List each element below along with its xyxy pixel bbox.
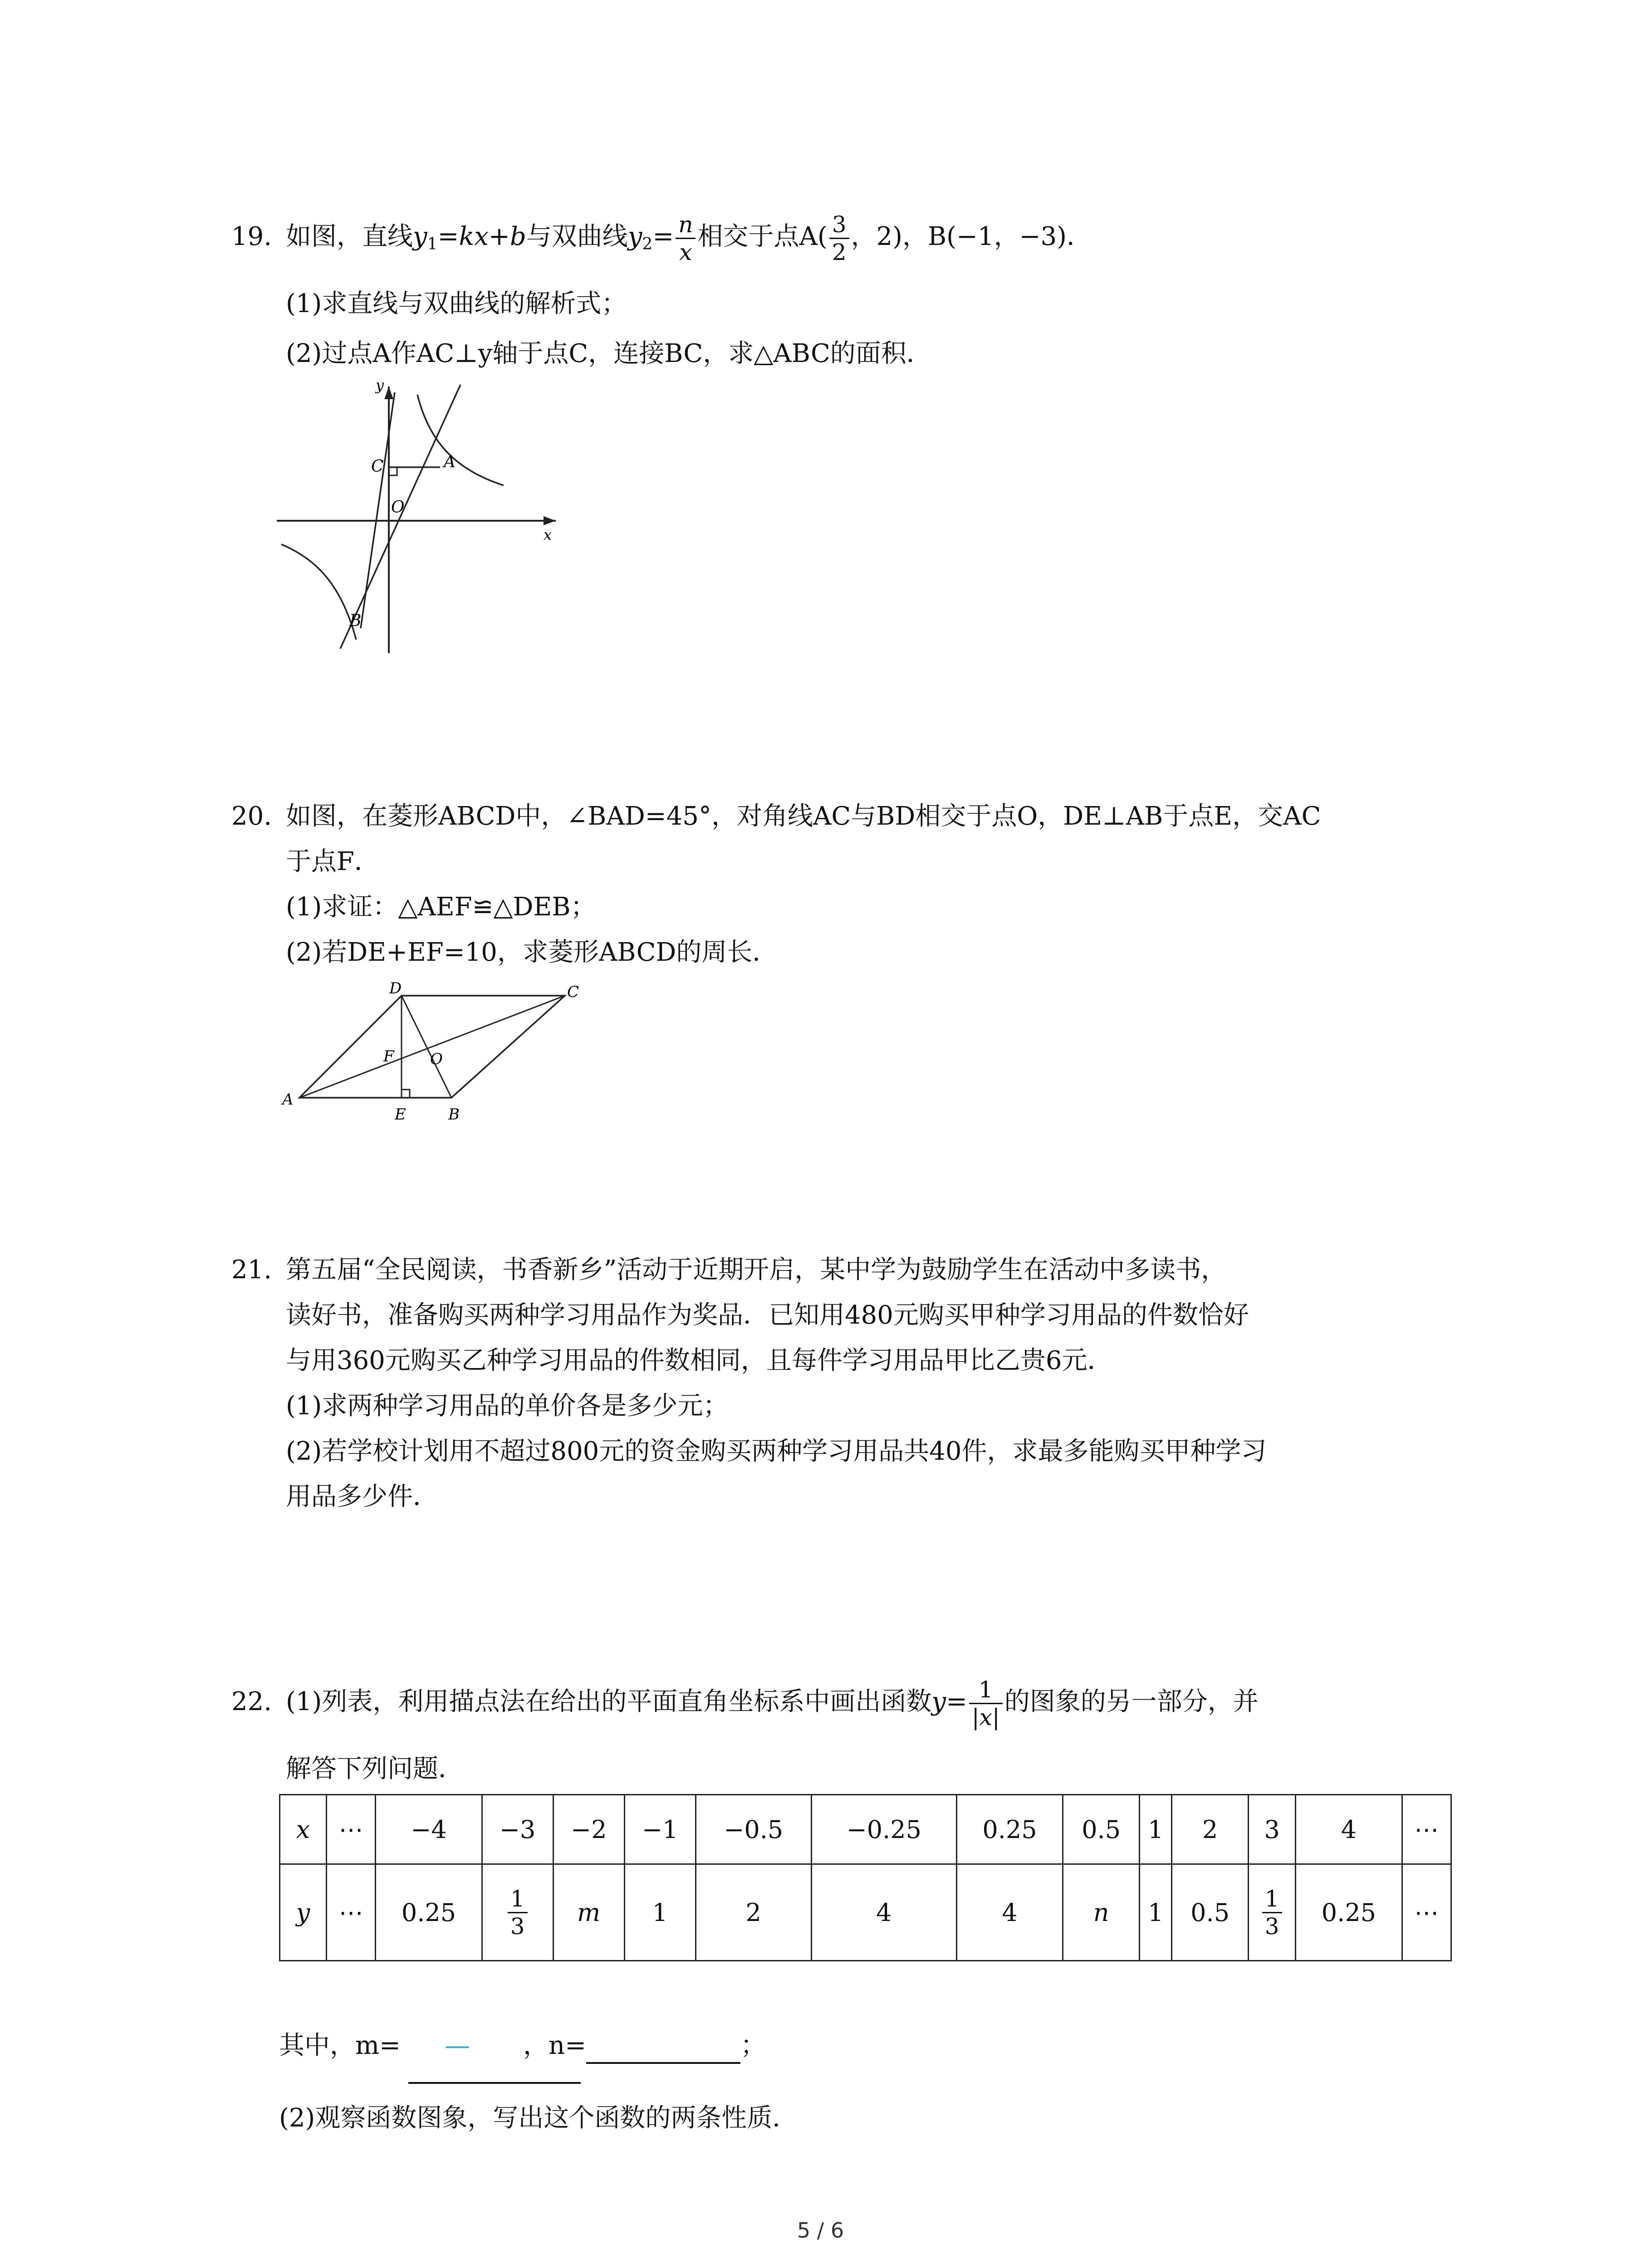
table-cell: 3 [1249, 1795, 1296, 1864]
q19-y2-sub: 2 [642, 235, 653, 254]
q22-func-num: 1 [969, 1678, 1003, 1704]
q20-line2: 于点F． [286, 847, 380, 876]
q19-stem [231, 213, 1092, 264]
q21-line2: 读好书，准备购买两种学习用品作为奖品．已知用480元购买甲种学习用品的件数恰好 [286, 1300, 1249, 1330]
q19-y2: y [627, 222, 642, 251]
table-cell: 4 [956, 1864, 1063, 1961]
q21-line1 [231, 1252, 1226, 1288]
q19-eq1: =kx+b [437, 222, 526, 251]
q19-y-arrow [384, 386, 393, 399]
q19-label-b: B [349, 611, 362, 630]
table-cell: m [553, 1864, 624, 1961]
q19-part2: (2)过点A作AC⊥y轴于点C，连接BC，求△ABC的面积． [286, 339, 932, 368]
table-cell: 0.25 [1296, 1864, 1402, 1961]
q20-label-a: A [282, 1090, 294, 1109]
table-cell: 0.25 [376, 1864, 482, 1961]
q19-y1: y [413, 222, 427, 251]
table-cell: −3 [482, 1795, 553, 1864]
table-cell: ⋯ [327, 1864, 376, 1961]
q19-stem-a: 如图，直线 [286, 222, 413, 251]
q19-label-c: C [371, 457, 384, 476]
cell-fraction: $\frac{1}{3}$ [1262, 1887, 1282, 1938]
table-cell: 1 [624, 1864, 696, 1961]
q22-fill-c: ； [740, 2031, 766, 2060]
table-cell: ⋯ [327, 1795, 376, 1864]
table-cell: ⋯ [1402, 1795, 1451, 1864]
q19-frac2-num: 3 [829, 213, 849, 239]
q22-fill-a: 其中，m= [279, 2031, 401, 2060]
q22-fill-line [279, 2028, 766, 2064]
q19-line-ab [340, 385, 460, 649]
q20-line1-text: 如图，在菱形ABCD中，∠BAD=45°，对角线AC与BD相交于点O，DE⊥AB于点E，交AC [286, 802, 1321, 831]
table-cell: 4 [811, 1864, 956, 1961]
table-cell: 1 [1140, 1795, 1172, 1864]
q20-label-c: C [567, 983, 579, 1001]
q19-label-x: x [544, 526, 552, 543]
table-cell: 2 [1172, 1795, 1249, 1864]
table-cell: −4 [376, 1795, 482, 1864]
q20-right-angle [402, 1090, 410, 1098]
table-cell: −1 [624, 1795, 696, 1864]
q22-stem [231, 1678, 1259, 1729]
q21-line3: 与用360元购买乙种学习用品的件数相同，且每件学习用品甲比乙贵6元． [286, 1346, 1113, 1375]
q22-stem-a: (1)列表，利用描点法在给出的平面直角坐标系中画出函数 [286, 1687, 932, 1716]
q22-row-x-label: x [280, 1795, 327, 1864]
q19-frac-num: n [676, 213, 696, 239]
q19-frac2-den: 2 [832, 239, 847, 265]
q19-frac-3-2 [829, 213, 849, 264]
q19-figure [272, 376, 567, 658]
page-number: 5 / 6 [797, 2218, 844, 2243]
q20-line1 [231, 798, 1321, 835]
q22-part2: (2)观察函数图象，写出这个函数的两条性质． [279, 2103, 798, 2133]
q20-part2: (2)若DE+EF=10，求菱形ABCD的周长． [286, 938, 778, 967]
q21-part2a: (2)若学校计划用不超过800元的资金购买两种学习用品共40件，求最多能购买甲种学习 [286, 1437, 1267, 1466]
q19-label-y: y [376, 376, 384, 394]
table-cell: 0.5 [1172, 1864, 1249, 1961]
table-cell [1249, 1864, 1296, 1961]
q19-frac-den: x [679, 239, 692, 265]
table-cell: 0.25 [956, 1795, 1063, 1864]
q22-func-lhs: y= [931, 1687, 967, 1716]
q19-hyperbola-right [417, 395, 504, 485]
q19-eq2: = [652, 222, 674, 251]
q22-row-y-label: y [280, 1864, 327, 1961]
table-cell: ⋯ [1402, 1864, 1451, 1961]
q19-label-a: A [444, 453, 456, 471]
q19-frac-n-over-x [676, 213, 696, 264]
q22-number: 22. [231, 1687, 272, 1716]
q22-value-table [279, 1794, 1452, 1961]
q21-part1: (1)求两种学习用品的单价各是多少元； [286, 1391, 729, 1421]
q20-label-e: E [395, 1105, 406, 1124]
q19-y1-sub: 1 [427, 235, 438, 254]
cell-fraction: $\frac{1}{3}$ [508, 1887, 528, 1938]
q22-func-den: |x| [971, 1704, 1000, 1730]
q19-stem-c: 相交于点A( [697, 222, 828, 251]
q22-line2: 解答下列问题． [286, 1754, 464, 1784]
q22-fill-b: ，n= [523, 2031, 587, 2060]
q19-right-angle [389, 467, 397, 475]
table-cell: −2 [553, 1795, 624, 1864]
q19-x-arrow [544, 516, 556, 525]
table-cell: −0.5 [696, 1795, 811, 1864]
table-cell: n [1063, 1864, 1140, 1961]
q22-m-mark: — [445, 2031, 470, 2060]
q19-hyperbola-left [281, 544, 356, 640]
q22-func-frac [969, 1678, 1003, 1729]
table-cell [482, 1864, 553, 1961]
q19-stem-b: 与双曲线 [526, 222, 628, 251]
q20-label-f: F [383, 1047, 394, 1066]
q19-number: 19. [231, 222, 272, 251]
q20-diagonal-bd [402, 996, 451, 1098]
q20-number: 20. [231, 802, 272, 831]
table-cell: 2 [696, 1864, 811, 1961]
q22-row-y [280, 1864, 1451, 1961]
table-cell: 1 [1140, 1864, 1172, 1961]
q21-part2b: 用品多少件． [286, 1482, 438, 1511]
table-cell: −0.25 [811, 1795, 956, 1864]
q21-number: 21. [231, 1255, 272, 1285]
q20-part1: (1)求证：△AEF≌△DEB； [286, 892, 596, 922]
table-cell: 4 [1296, 1795, 1402, 1864]
q20-label-o: O [430, 1050, 443, 1068]
table-cell: 0.5 [1063, 1795, 1140, 1864]
q19-part1: (1)求直线与双曲线的解析式； [286, 289, 627, 318]
q20-diagonal-ac [299, 996, 565, 1098]
q22-row-x [280, 1795, 1451, 1864]
q20-label-b: B [448, 1105, 460, 1124]
q20-label-d: D [389, 979, 402, 997]
q22-n-blank[interactable] [586, 2035, 740, 2064]
q19-stem-d: ，2)，B(−1，−3)． [851, 222, 1092, 251]
q21-line1-text: 第五届“全民阅读，书香新乡”活动于近期开启，某中学为鼓励学生在活动中多读书， [286, 1255, 1227, 1285]
q22-stem-b: 的图象的另一部分，并 [1004, 1687, 1259, 1716]
q19-label-o: O [391, 498, 405, 517]
q20-figure [272, 975, 581, 1129]
q22-m-blank[interactable] [408, 2082, 581, 2084]
